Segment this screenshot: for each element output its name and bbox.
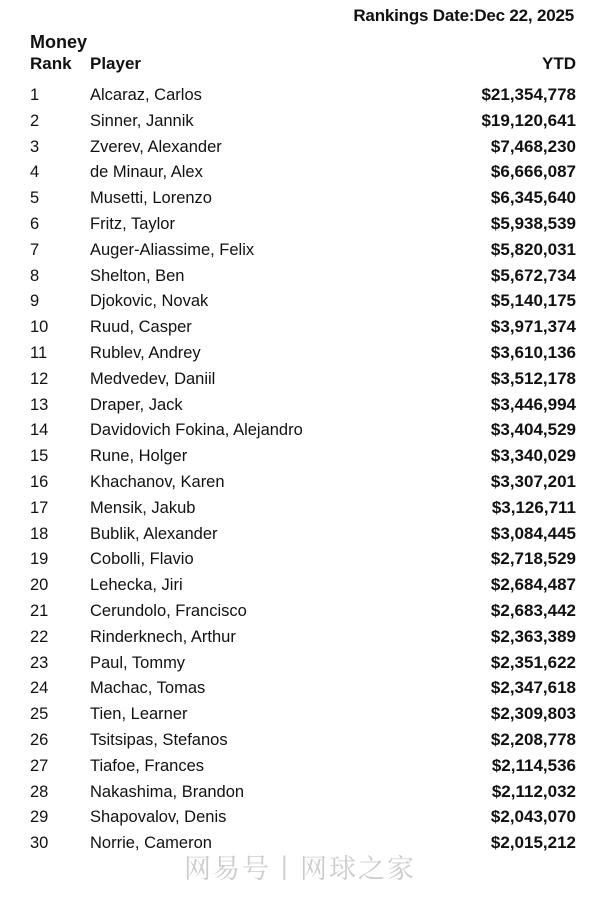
rankings-date [22, 0, 578, 26]
rankings-date-label: Rankings Date: [353, 6, 475, 25]
cell-rank: 17 [30, 498, 49, 517]
cell-rank: 30 [30, 834, 49, 853]
table-row [22, 240, 578, 266]
cell-ytd-money: $2,351,622 [490, 652, 576, 672]
cell-ytd-money: $2,347,618 [490, 678, 576, 698]
cell-ytd-money: $2,015,212 [490, 833, 576, 853]
cell-rank: 9 [30, 292, 40, 311]
cell-ytd-money: $3,446,994 [490, 394, 576, 414]
cell-player: Rune, Holger [90, 447, 188, 466]
cell-ytd-money: $2,208,778 [490, 729, 576, 749]
cell-player: Machac, Tomas [90, 679, 206, 698]
cell-ytd-money: $2,718,529 [490, 549, 576, 569]
table-row [22, 446, 578, 472]
cell-player: Bublik, Alexander [90, 524, 218, 543]
cell-rank: 21 [30, 601, 49, 620]
table-row [22, 575, 578, 601]
cell-player: Tien, Learner [90, 705, 188, 724]
cell-ytd-money: $19,120,641 [481, 110, 576, 130]
money-heading: Money [30, 32, 88, 52]
table-row [22, 601, 578, 627]
cell-player: Medvedev, Daniil [90, 369, 216, 388]
table-row [22, 420, 578, 446]
cell-player: Norrie, Cameron [90, 834, 212, 853]
cell-player: Tsitsipas, Stefanos [90, 730, 228, 749]
table-row [22, 627, 578, 653]
cell-rank: 26 [30, 730, 49, 749]
column-header-rank: Rank [30, 54, 72, 73]
table-row [22, 678, 578, 704]
table-row [22, 214, 578, 240]
table-row [22, 162, 578, 188]
cell-player: Shapovalov, Denis [90, 808, 227, 827]
cell-rank: 8 [30, 266, 40, 285]
cell-ytd-money: $2,114,536 [491, 755, 576, 775]
table-row [22, 343, 578, 369]
cell-rank: 6 [30, 214, 40, 233]
column-headers [22, 53, 578, 75]
cell-player: Mensik, Jakub [90, 498, 196, 517]
cell-rank: 25 [30, 705, 49, 724]
cell-rank: 27 [30, 756, 49, 775]
cell-rank: 24 [30, 679, 49, 698]
cell-ytd-money: $2,112,032 [491, 781, 576, 801]
table-row [22, 807, 578, 833]
cell-player: Djokovic, Novak [90, 292, 209, 311]
cell-rank: 23 [30, 653, 49, 672]
table-row [22, 85, 578, 111]
cell-player: Cerundolo, Francisco [90, 601, 247, 620]
cell-rank: 14 [30, 421, 49, 440]
cell-rank: 19 [30, 550, 49, 569]
cell-rank: 7 [30, 240, 40, 259]
table-row [22, 653, 578, 679]
cell-player: Khachanov, Karen [90, 472, 225, 491]
cell-ytd-money: $3,307,201 [490, 471, 576, 491]
cell-rank: 10 [30, 318, 49, 337]
cell-ytd-money: $7,468,230 [490, 136, 576, 156]
cell-rank: 29 [30, 808, 49, 827]
cell-player: Sinner, Jannik [90, 111, 194, 130]
cell-player: Nakashima, Brandon [90, 782, 245, 801]
cell-player: Auger-Aliassime, Felix [90, 240, 255, 259]
cell-rank: 5 [30, 189, 40, 208]
cell-ytd-money: $3,340,029 [490, 446, 576, 466]
cell-player: Cobolli, Flavio [90, 550, 194, 569]
table-row [22, 782, 578, 808]
cell-player: Lehecka, Jiri [90, 576, 183, 595]
cell-rank: 3 [30, 137, 40, 156]
cell-ytd-money: $2,683,442 [490, 600, 576, 620]
cell-rank: 4 [30, 163, 40, 182]
cell-player: Rublev, Andrey [90, 343, 201, 362]
table-row [22, 395, 578, 421]
cell-ytd-money: $3,512,178 [490, 368, 576, 388]
cell-rank: 15 [30, 447, 49, 466]
cell-player: Musetti, Lorenzo [90, 189, 212, 208]
cell-player: Davidovich Fokina, Alejandro [90, 421, 303, 440]
table-row [22, 524, 578, 550]
table-row [22, 472, 578, 498]
cell-ytd-money: $5,672,734 [490, 265, 576, 285]
cell-rank: 22 [30, 627, 49, 646]
cell-ytd-money: $5,140,175 [490, 291, 576, 311]
cell-player: Tiafoe, Frances [90, 756, 205, 775]
cell-rank: 13 [30, 395, 49, 414]
cell-player: Draper, Jack [90, 395, 183, 414]
cell-ytd-money: $3,971,374 [490, 317, 576, 337]
cell-ytd-money: $2,309,803 [490, 704, 576, 724]
table-row [22, 549, 578, 575]
cell-ytd-money: $3,084,445 [490, 523, 576, 543]
cell-player: Ruud, Casper [90, 318, 192, 337]
cell-ytd-money: $3,404,529 [490, 420, 576, 440]
cell-ytd-money: $3,610,136 [490, 342, 576, 362]
table-row [22, 266, 578, 292]
cell-ytd-money: $6,345,640 [490, 188, 576, 208]
cell-player: Zverev, Alexander [90, 137, 222, 156]
cell-ytd-money: $5,938,539 [490, 213, 576, 233]
table-row [22, 498, 578, 524]
rankings-date-value: Dec 22, 2025 [474, 6, 574, 25]
table-row [22, 188, 578, 214]
cell-player: Fritz, Taylor [90, 214, 175, 233]
cell-rank: 20 [30, 576, 49, 595]
table-row [22, 756, 578, 782]
table-row [22, 291, 578, 317]
table-header [22, 32, 578, 75]
watermark-text: 网易号丨网球之家 [184, 854, 416, 885]
cell-player: de Minaur, Alex [90, 163, 203, 182]
table-row [22, 704, 578, 730]
table-row [22, 317, 578, 343]
column-header-ytd: YTD [542, 54, 576, 73]
cell-ytd-money: $21,354,778 [481, 85, 576, 104]
cell-rank: 1 [30, 86, 40, 104]
cell-ytd-money: $3,126,711 [491, 497, 576, 517]
cell-ytd-money: $2,684,487 [490, 575, 576, 595]
cell-player: Alcaraz, Carlos [90, 86, 202, 104]
cell-rank: 18 [30, 524, 49, 543]
table-row [22, 369, 578, 395]
cell-rank: 16 [30, 472, 49, 491]
cell-ytd-money: $6,666,087 [490, 162, 576, 182]
cell-player: Paul, Tommy [90, 653, 186, 672]
table-row [22, 137, 578, 163]
table-row [22, 730, 578, 756]
column-header-player: Player [90, 54, 142, 73]
cell-ytd-money: $5,820,031 [490, 239, 576, 259]
table-row [22, 833, 578, 859]
table-row [22, 111, 578, 137]
cell-rank: 28 [30, 782, 49, 801]
cell-ytd-money: $2,363,389 [490, 626, 576, 646]
cell-player: Rinderknech, Arthur [90, 627, 236, 646]
cell-rank: 11 [30, 343, 48, 362]
cell-player: Shelton, Ben [90, 266, 185, 285]
cell-rank: 12 [30, 369, 49, 388]
cell-rank: 2 [30, 111, 40, 130]
rankings-table-body [22, 85, 578, 859]
cell-ytd-money: $2,043,070 [490, 807, 576, 827]
